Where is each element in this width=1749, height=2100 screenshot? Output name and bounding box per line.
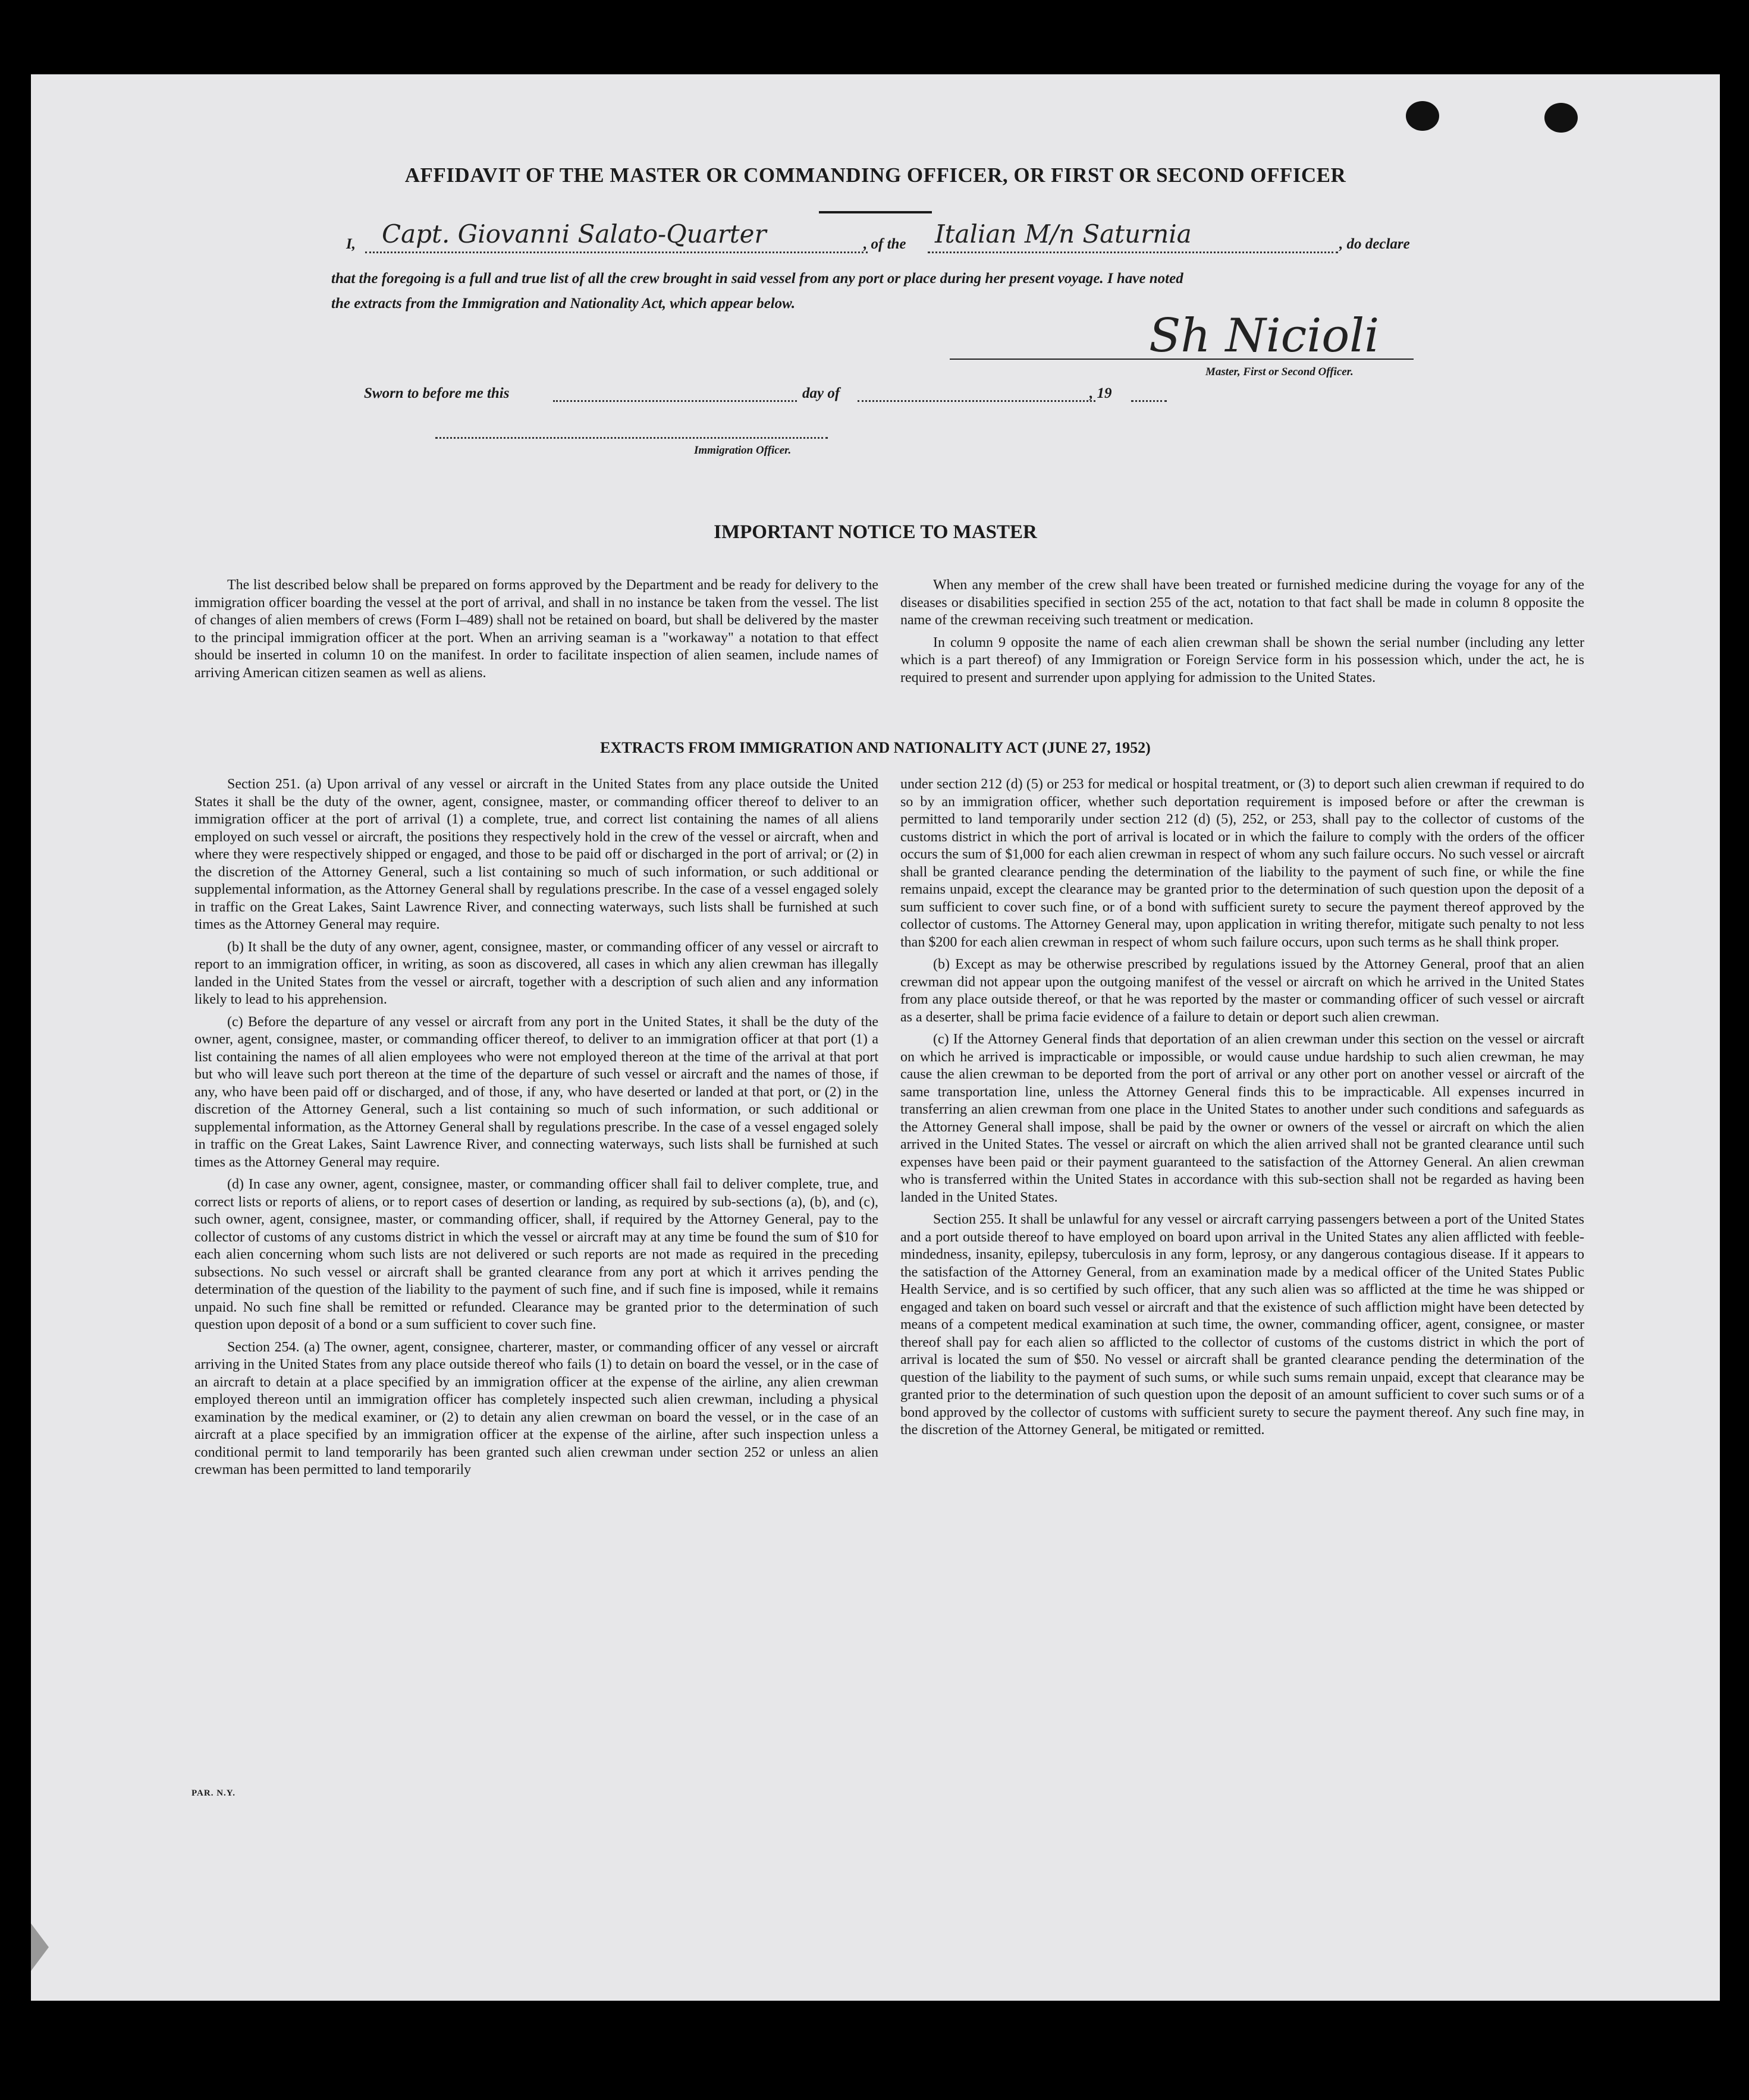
notice-paragraph: The list described below shall be prepared on forms approved by the Department and be ready for delivery to the immigration officer boarding the vessel at the port of arrival, and shall in no instance be taken from the vessel. The list of changes of alien members of crews (Form I–489) shall not be retained on board, but shall be delivered by the master to the principal immigration officer at the port. When an arriving seaman is a "workaway" a notation to that effect should be inserted in column 10 on the manifest. In order to facilitate inspection of alien seamen, include names of arriving American citizen seamen as well as aliens. <box>194 577 878 681</box>
declaration-line-2: that the foregoing is a full and true list of all the crew brought in said vessel from any port or place during her present voyage. I have noted <box>331 271 1183 287</box>
declaration-do-declare: , do declare <box>1339 236 1410 252</box>
notice-paragraph: In column 9 opposite the name of each alien crewman shall be shown the serial number (including any letter which is a part thereof) of any Immigration or Foreign Service form in his possession which, under the act, he is required to present and surrender upon applying for admission to the United States. <box>900 634 1584 686</box>
statute-paragraph: (d) In case any owner, agent, consignee, master, or commanding officer shall fail to deliver complete, true, and correct lists or reports of aliens, or to report cases of desertion or landing, as required by sub-sections (a), (b), and (c), such owner, agent, consignee, master, or commanding officer, shall, if required by the Attorney General, pay to the collector of customs of any customs district in which the vessel or aircraft may at any time be found the sum of $10 for each alien concerning whom such lists are not delivered or such reports are not made as required in the preceding subsections. No such vessel or aircraft shall be granted clearance from any port at which it arrives pending the determination of the question of the liability to the payment of such fine, and if such fine is imposed, while it remains unpaid. No such fine shall be remitted or refunded. Clearance may be granted prior to the determination of such question upon deposit of a bond or a sum sufficient to cover such fine. <box>194 1177 878 1332</box>
declaration-prefix: I, <box>346 236 356 252</box>
page-corner-mark <box>31 1923 49 1971</box>
immigration-officer-line <box>435 437 828 439</box>
document-page <box>31 74 1720 2001</box>
immigration-officer-caption: Immigration Officer. <box>694 444 792 457</box>
statute-paragraph: Section 251. (a) Upon arrival of any vessel or aircraft in the United States from any place outside the United States it shall be the duty of the owner, agent, consignee, master, or commanding officer thereof to deliver to an immigration officer at the port of arrival (1) a complete, true, and correct list containing the names of all aliens employed on such vessel or aircraft, the positions they respectively hold in the crew of the vessel or aircraft, when and where they were respectively shipped or engaged, and those to be paid off or discharged in the port of arrival; or (2) in the discretion of the Attorney General, such a list containing so much of such information, or such additional or supplemental information, as the Attorney General shall by regulations prescribe. In the case of a vessel engaged solely in traffic on the Great Lakes, Saint Lawrence River, and connecting waterways, such lists shall be furnished at such times as the Attorney General may require. <box>194 777 878 932</box>
sworn-day-of: day of <box>802 385 840 401</box>
notice-left-column <box>194 577 878 687</box>
extracts-title: EXTRACTS FROM IMMIGRATION AND NATIONALITY ACT (JUNE 27, 1952) <box>600 739 1151 756</box>
signature-caption: Master, First or Second Officer. <box>1205 366 1354 378</box>
declaration-line-3: the extracts from the Immigration and Nationality Act, which appear below. <box>331 295 796 312</box>
title-divider <box>819 211 932 213</box>
punch-hole-left <box>1406 101 1439 131</box>
form-code: PAR. N.Y. <box>191 1788 236 1798</box>
declaration-of-the: , of the <box>863 236 906 252</box>
sworn-month-line <box>858 400 1095 402</box>
officer-name-line <box>365 252 868 253</box>
statute-paragraph: (c) If the Attorney General finds that deportation of an alien crewman under this section on the vessel or aircraft on which he arrived is impracticable or impossible, or would cause undue hardship to such alien crewman, he may cause the alien crewman to be deported from the port of arrival or any other port on another vessel or aircraft of the same transportation line, unless the Attorney General finds this to be impracticable. All expenses incurred in transferring an alien crewman from one place in the United States to another under such conditions and safeguards as the Attorney General shall impose, shall be paid by the owner or owners of the vessel or aircraft on which the alien arrived in the United States. The vessel or aircraft on which the alien arrived shall not be granted clearance until such expenses have been paid or their payment guaranteed to the satisfaction of the Attorney General. An alien crewman who is transferred within the United States in accordance with this sub-section shall not be regarded as having been landed in the United States. <box>900 1032 1584 1205</box>
notice-right-column <box>900 577 1584 691</box>
punch-hole-right <box>1544 103 1578 133</box>
sworn-year-line <box>1131 400 1167 402</box>
statute-paragraph: Section 255. It shall be unlawful for any vessel or aircraft carrying passengers between a port of the United States and a port outside thereof to have employed on board upon arrival in the United States any alien afflicted with feeble-mindedness, insanity, epilepsy, tuberculosis in any form, leprosy, or any dangerous contagious disease. If it appears to the satisfaction of the Attorney General, from an examination made by a medical officer of the United States Public Health Service, and is so certified by such officer, that any such alien was so afflicted at the time he was shipped or engaged and taken on board such vessel or aircraft and that the existence of such affliction might have been detected by means of a competent medical examination at such time, the owner, commanding officer, agent, consignee, or master thereof shall pay for each alien so afflicted to the collector of customs of the customs district in which the port of arrival is located the sum of $50. No vessel or aircraft shall be granted clearance pending the determination of the question of the liability to the payment of such sums, or while such sums remain unpaid, except that clearance may be granted prior to the determination of such question upon the deposit of an amount sufficient to cover such sums or of a bond approved by the collector of customs with sufficient surety to secure the payment thereof. Any such fine may, in the discretion of the Attorney General, be mitigated or remitted. <box>900 1212 1584 1438</box>
vessel-name-line <box>928 252 1338 253</box>
notice-title: IMPORTANT NOTICE TO MASTER <box>714 521 1037 543</box>
statute-paragraph: (c) Before the departure of any vessel or aircraft from any port in the United States, it shall be the duty of the owner, agent, consignee, master, or commanding officer thereof, to deliver to an immigration officer at that port (1) a list containing the names of all alien employees who were not employed thereon at the time of the arrival at that port but who will leave such port thereon at the time of the departure of such vessel or aircraft and the names of those, if any, who have been paid off or discharged, and of those, if any, who have deserted or landed at that port, or (2) in the discretion of the Attorney General, such a list containing so much of such information, or such additional or supplemental information, as the Attorney General shall by regulations prescribe. In the case of a vessel engaged solely in traffic on the Great Lakes, Saint Lawrence River, and connecting waterways, such lists shall be furnished at such times as the Attorney General may require. <box>194 1014 878 1170</box>
extracts-left-column <box>194 776 878 1484</box>
notice-paragraph: When any member of the crew shall have been treated or furnished medicine during the voyage for any of the diseases or disabilities specified in section 255 of the act, notation to that fact shall be made in column 8 opposite the name of the crewman receiving such treatment or medication. <box>900 577 1584 628</box>
statute-paragraph: Section 254. (a) The owner, agent, consignee, charterer, master, or commanding officer of any vessel or aircraft arriving in the United States from any place outside thereof who fails (1) to detain on board the vessel, or in the case of an aircraft to detain at a place specified by an immigration officer at the expense of the airline, any alien crewman employed thereon until an immigration officer has completely inspected such alien crewman, including a physical examination by the medical examiner, or (2) to detain any alien crewman on board the vessel, or in the case of an aircraft at a place specified by an immigration officer at the expense of the airline, after such inspection unless a conditional permit to land temporarily has been granted such alien crewman under section 252 or unless an alien crewman has been permitted to land temporarily <box>194 1339 878 1477</box>
master-signature: Sh Nicioli <box>1149 309 1380 363</box>
affidavit-title: AFFIDAVIT OF THE MASTER OR COMMANDING OFFICER, OR FIRST OR SECOND OFFICER <box>404 164 1346 187</box>
statute-paragraph: (b) Except as may be otherwise prescribed by regulations issued by the Attorney General, proof that an alien crewman did not appear upon the outgoing manifest of the vessel or aircraft on which he arrived in the United States from any place outside thereof, or that he was reported by the master or commanding officer of such vessel or aircraft as a deserter, shall be prima facie evidence of a failure to detain or deport such alien crewman. <box>900 957 1584 1025</box>
sworn-day-line <box>553 400 797 402</box>
vessel-handwritten: Italian M/n Saturnia <box>935 219 1192 249</box>
statute-paragraph: (b) It shall be the duty of any owner, agent, consignee, master, or commanding officer of any vessel or aircraft to report to an immigration officer, in writing, as soon as discovered, all cases in which any alien crewman has illegally landed in the United States from the vessel or aircraft, together with a description of such alien and any information likely to lead to his apprehension. <box>194 939 878 1007</box>
statute-paragraph: under section 212 (d) (5) or 253 for medical or hospital treatment, or (3) to deport such alien crewman if required to do so by an immigration officer, whether such deportation requirement is imposed before or after the crewman is permitted to land temporarily under section 212 (d) (5), 252, or 253, shall pay to the collector of customs of the customs district in which the port of arrival is located or in which the failure to comply with the orders of the officer occurs the sum of $1,000 for each alien crewman in respect of whom any such failure occurs. No such vessel or aircraft shall be granted clearance pending the determination of the liability to the payment of such fine, or while the fine remains unpaid, except the clearance may be granted prior to the determination of such question upon the deposit of a sum sufficient to cover such fine, or of a bond with sufficient surety to secure the payment thereof approved by the collector of customs. The Attorney General may, upon application in writing therefor, mitigate such penalty to not less than $200 for each alien crewman in respect of whom such failure occurs, upon such terms as he shall think proper. <box>900 777 1584 950</box>
officer-name-handwritten: Capt. Giovanni Salato-Quarter <box>382 219 767 249</box>
sworn-prefix: Sworn to before me this <box>364 385 510 401</box>
sworn-year-prefix: , 19 <box>1089 385 1112 401</box>
extracts-right-column <box>900 776 1584 1444</box>
